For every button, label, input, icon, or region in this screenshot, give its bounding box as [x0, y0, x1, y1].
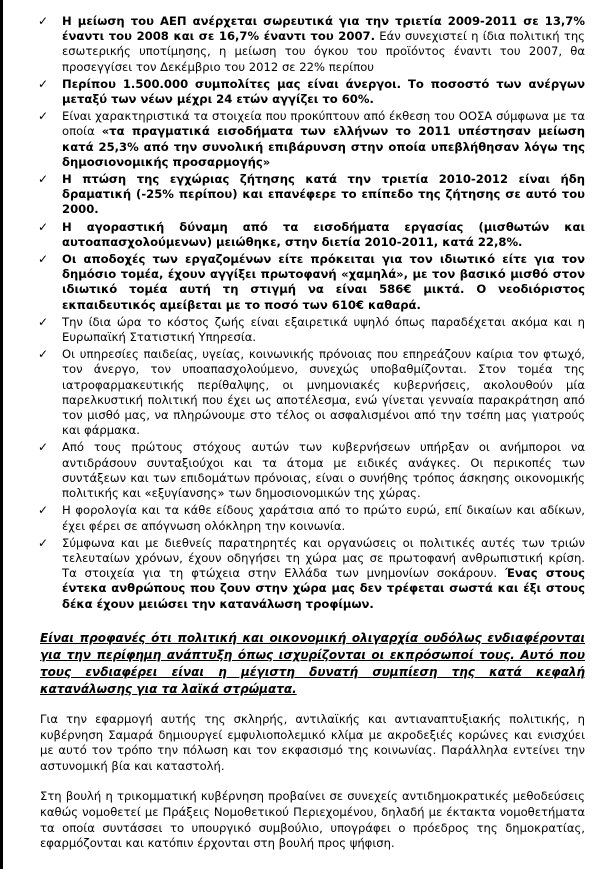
bullet-text: Οι υπηρεσίες παιδείας, υγείας, κοινωνικής πρόνοιας που επηρεάζουν καίρια τον φτωχό, τον άνεργο, τον υποαπασχολούμενο, συνεχώς υποβαθμίζονται. Στον τομέα της ιατροφαρμακευτικής περίθαλψης, οι μνημονιακές κυβερνήσεις, ακολουθούν μία παρελκυστική πολιτική που έχει ως αποτέλεσμα, ενώ γίνεται γενναία παρακράτηση από τον μισθό μας, να πληρώνουμε στο τέλος οι ασφαλισμένοι από την τσέπη μας γιατρούς και φάρμακα. [62, 347, 585, 438]
bullet-bold-text: Η αγοραστική δύναμη από τα εισοδήματα εργασίας (μισθωτών και αυτοαπασχολούμενων) μειώθηκε, στην διετία 2010-2011, κατά 22,8%. [62, 219, 585, 249]
bullet-list [40, 14, 585, 612]
checkmark-icon: ✓ [38, 109, 49, 124]
list-item [40, 503, 585, 533]
checkmark-icon: ✓ [38, 440, 49, 455]
checkmark-icon: ✓ [38, 219, 49, 234]
checkmark-icon: ✓ [38, 314, 49, 329]
list-item [40, 536, 585, 612]
bullet-bold-text: «τα πραγματικά εισοδήματα των ελλήνων το 2011 υπέστησαν μείωση κατά 25,3% από την συνολική επιβάρυνση στην οποία υπεβλήθησαν λόγω της δημοσιονομικής προσαρμογής» [62, 124, 586, 169]
list-item [40, 109, 585, 170]
body-paragraph: Στη βουλή η τρικομματική κυβέρνηση προβαίνει σε συνεχείς αντιδημοκρατικές μεθοδεύσεις καθώς νομοθετεί με Πράξεις Νομοθετικού Περιεχομένου, δηλαδή με έκτακτα νομοθετήματα τα οποία συντάσσει το υπουργικό συμβούλιο, υπογράφει ο πρόεδρος της δημοκρατίας, εφαρμόζονται και κατόπιν έρχονται στη βουλή προς ψήφιση. [40, 788, 585, 851]
checkmark-icon: ✓ [38, 76, 49, 91]
checkmark-icon: ✓ [38, 535, 49, 550]
list-item [40, 440, 585, 501]
bullet-text: Η φορολογία και τα κάθε είδους χαράτσια από το πρώτο ευρώ, επί δικαίων και αδίκων, έχει φέρει σε απόγνωση ολόκληρη την κοινωνία. [62, 503, 585, 533]
bullet-bold-text: Περίπου 1.500.000 συμπολίτες μας είναι άνεργοι. Το ποσοστό των ανέργων μεταξύ των νέων μέχρι 24 ετών αγγίζει το 60%. [62, 76, 585, 107]
highlight-paragraph: Είναι προφανές ότι πολιτική και οικονομική ολιγαρχία ουδόλως ενδιαφέρονται για την περίφημη ανάπτυξη όπως ισχυρίζονται οι εκπρόσωποί τους. Αυτό που τους ενδιαφέρει είναι η μέγιστη δυνατή συμπίεση της κατά κεφαλή κατανάλωσης για τα λαϊκά στρώματα. [40, 630, 585, 696]
bullet-bold-text: Η πτώση της εγχώριας ζήτησης κατά την τριετία 2010-2012 είναι ήδη δραματική (-25% περίπου) και επανέφερε το επίπεδο της ζήτησης σε αυτό του 2000. [62, 172, 585, 217]
body-paragraph: Για την εφαρμογή αυτής της σκληρής, αντιλαϊκής και αντιαναπτυξιακής πολιτικής, η κυβέρνηση Σαμαρά δημιουργεί εμφυλιοπολεμικό κλίμα με ακροδεξιές κορώνες και ενισχύει με αυτό τον τρόπο την πόλωση και τον εκφασισμό της κοινωνίας. Παράλληλα εντείνει την αστυνομική βία και καταστολή. [40, 711, 585, 774]
checkmark-icon: ✓ [38, 503, 49, 518]
bullet-text: Εάν συνεχιστεί η ίδια πολιτική της εσωτερικής υποτίμησης, η μείωση του όγκου του προϊόντος έναντι του 2007, θα προσεγγίσει τον Δεκέμβριο του 2012 σε 22% περίπου [62, 29, 585, 74]
document-body [40, 14, 585, 852]
list-item [40, 347, 585, 438]
bullet-bold-text: Η μείωση του ΑΕΠ ανέρχεται σωρευτικά για την τριετία 2009-2011 σε 13,7% έναντι του 2008 και σε 16,7% έναντι του 2007. [62, 14, 585, 44]
checkmark-icon: ✓ [38, 252, 49, 267]
list-item [40, 172, 585, 218]
list-item [40, 252, 585, 313]
list-item [40, 14, 585, 75]
bullet-text: Είναι χαρακτηριστικά τα στοιχεία που προκύπτουν από έκθεση του ΟΟΣΑ σύμφωνα με τα οποία [62, 109, 585, 139]
bullet-text: Από τους πρώτους στόχους αυτών των κυβερνήσεων υπήρξαν οι ανήμποροι να αντιδράσουν συνταξιούχοι και τα άτομα με ειδικές ανάγκες. Οι περικοπές των συντάξεων και των επιδομάτων πρόνοιας, είναι ο συνήθης τρόπος άσκησης οικονομικής πολιτικής και «εξυγίανσης» των δημοσιονομικών της χώρας. [62, 440, 585, 501]
bullet-bold-text: Οι αποδοχές των εργαζομένων είτε πρόκειται για τον ιδιωτικό είτε για τον δημόσιο τομέα, έχουν αγγίξει πρωτοφανή «χαμηλά», με τον βασικό μισθό στον ιδιωτικό τομέα αυτή τη στιγμή να είναι 586€ μικτά. Ο νεοδιόριστος εκπαιδευτικός αμείβεται με το ποσό των 610€ καθαρά. [62, 252, 585, 312]
list-item [40, 220, 585, 250]
checkmark-icon: ✓ [38, 14, 49, 28]
bullet-text: Την ίδια ώρα το κόστος ζωής είναι εξαιρετικά υψηλό όπως παραδέχεται ακόμα και η Ευρωπαϊκή Στατιστική Υπηρεσία. [62, 314, 585, 345]
checkmark-icon: ✓ [38, 172, 49, 187]
bullet-text: Σύμφωνα και με διεθνείς παρατηρητές και οργανώσεις οι πολιτικές αυτές των τριών τελευταίων χρόνων, έχουν οδηγήσει τη χώρα μας σε πρωτοφανή ανθρωπιστική κρίση. Τα στοιχεία για τη φτώχεια στην Ελλάδα των μνημονίων σοκάρουν. [62, 535, 585, 581]
list-item [40, 315, 585, 345]
checkmark-icon: ✓ [38, 347, 49, 362]
list-item [40, 77, 585, 107]
bullet-bold-text: Ένας στους έντεκα ανθρώπους που ζουν στην χώρα μας δεν τρέφεται σωστά και έξι στους δέκα έχουν μειώσει την κατανάλωση τροφίμων. [62, 566, 586, 611]
page-border [0, 0, 3, 869]
